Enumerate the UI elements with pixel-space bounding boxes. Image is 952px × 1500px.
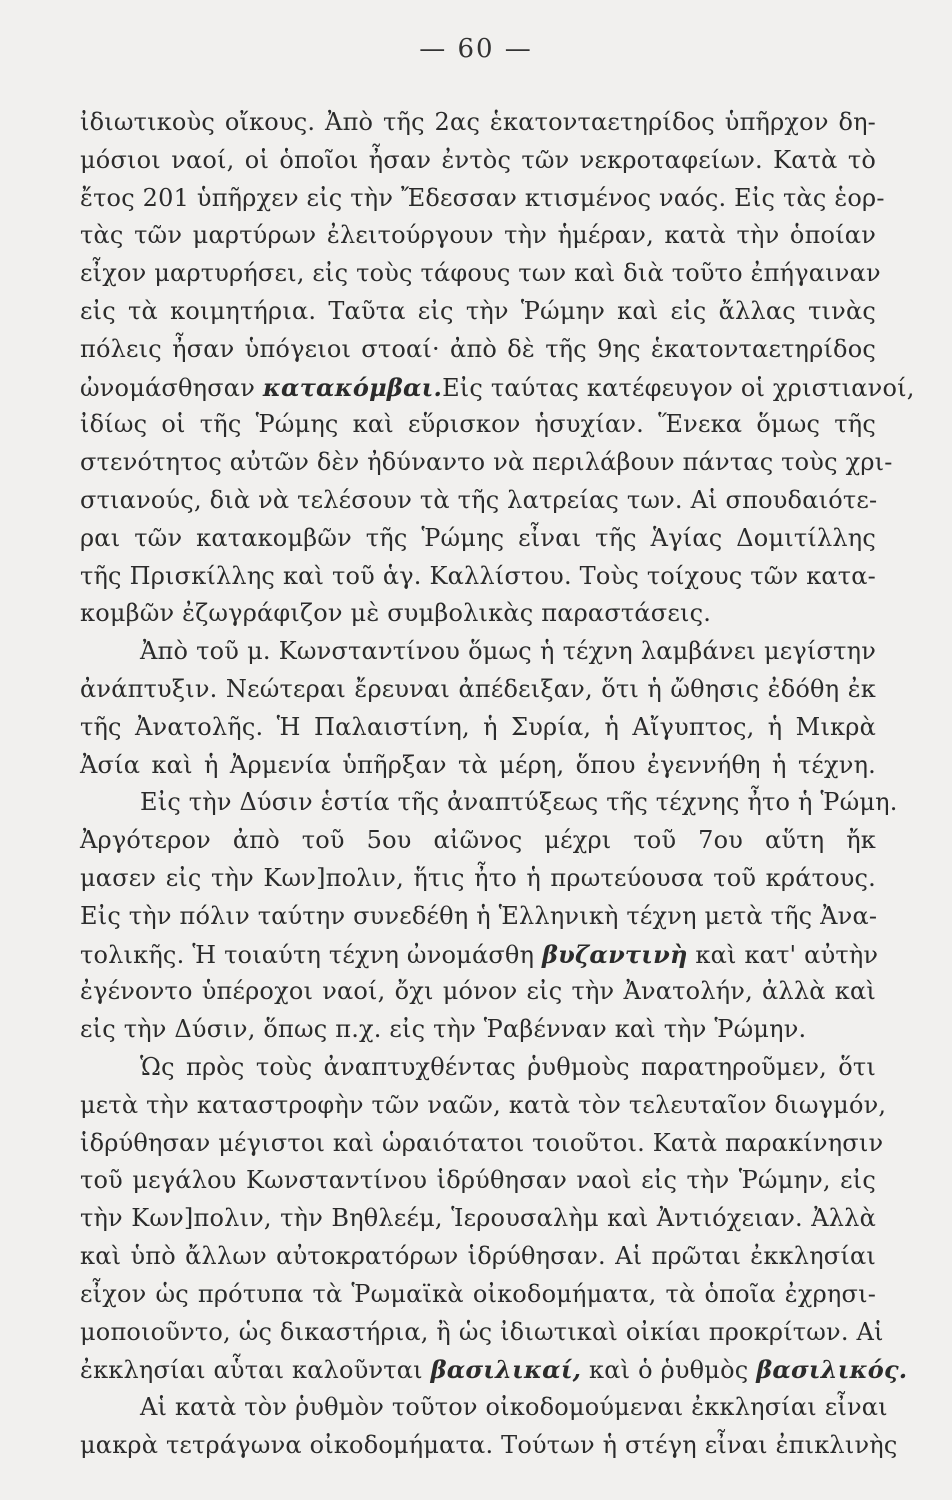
text-line: Αἱ κατὰ τὸν ῥυθμὸν τοῦτον οἰκοδομούμεναι ἐκκλησίαι εἶναι: [140, 1393, 888, 1422]
text-line: καὶ ὑπὸ ἄλλων αὐτοκρατόρων ἱδρύθησαν. Αἱ πρῶται ἐκκλησίαι: [80, 1241, 876, 1270]
emphasized-term: βασιλικαί,: [430, 1355, 582, 1385]
text-line: μετὰ τὴν καταστροφὴν τῶν ναῶν, κατὰ τὸν τελευταῖον διωγμόν,: [80, 1090, 887, 1119]
text-line: Ἀπὸ τοῦ μ. Κωνσταντίνου ὅμως ἡ τέχνη λαμβάνει μεγίστην: [140, 637, 876, 666]
text-line: εἶχον ὡς πρότυπα τὰ Ῥωμαϊκὰ οἰκοδομήματα, τὰ ὁποῖα ἐχρησι-: [80, 1279, 876, 1308]
text-line: τολικῆς. Ἡ τοιαύτη τέχνη ὠνομάσθη βυζαντινὴ καὶ κατ' αὐτὴν: [80, 939, 879, 969]
text-line: ραι τῶν κατακομβῶν τῆς Ῥώμης εἶναι τῆς Ἁγίας Δομιτίλλης: [80, 523, 876, 552]
text-line: ἀνάπτυξιν. Νεώτεραι ἔρευναι ἀπέδειξαν, ὅτι ἡ ὤθησις ἐδόθη ἐκ: [80, 674, 876, 703]
text-line: εἶχον μαρτυρήσει, εἰς τοὺς τάφους των καὶ διὰ τοῦτο ἐπήγαιναν: [80, 259, 881, 288]
text-line: μόσιοι ναοί, οἱ ὁποῖοι ἦσαν ἐντὸς τῶν νεκροταφείων. Κατὰ τὸ: [80, 145, 876, 174]
text-line: τοῦ μεγάλου Κωνσταντίνου ἱδρύθησαν ναοὶ εἰς τὴν Ῥώμην, εἰς: [80, 1166, 876, 1195]
text-line: στενότητος αὐτῶν δὲν ἠδύναντο νὰ περιλάβουν πάντας τοὺς χρι-: [80, 448, 893, 477]
text-line: μοποιοῦντο, ὡς δικαστήρια, ἢ ὡς ἰδιωτικαὶ οἰκίαι προκρίτων. Αἱ: [80, 1317, 884, 1346]
text-line: κομβῶν ἐζωγράφιζον μὲ συμβολικὰς παραστάσεις.: [80, 599, 712, 628]
text-line: ἐκκλησίαι αὗται καλοῦνται βασιλικαί, καὶ ὁ ῥυθμὸς βασιλικός.: [80, 1355, 908, 1385]
text-line: Εἰς τὴν Δύσιν ἑστία τῆς ἀναπτύξεως τῆς τέχνης ἦτο ἡ Ῥώμη.: [140, 788, 898, 817]
body-text: [80, 104, 915, 1465]
text-line: Εἰς τὴν πόλιν ταύτην συνεδέθη ἡ Ἑλληνικὴ τέχνη μετὰ τῆς Ἀνα-: [80, 901, 878, 930]
text-line: πόλεις ἦσαν ὑπόγειοι στοαί· ἀπὸ δὲ τῆς 9ης ἑκατονταετηρίδος: [80, 334, 876, 363]
text-line: ἐγένοντο ὑπέροχοι ναοί, ὄχι μόνον εἰς τὴν Ἀνατολήν, ἀλλὰ καὶ: [80, 977, 876, 1006]
text-line: ἰδιωτικοὺς οἴκους. Ἀπὸ τῆς 2ας ἑκατονταετηρίδος ὑπῆρχον δη-: [80, 108, 876, 136]
text-line: μακρὰ τετράγωνα οἰκοδομήματα. Τούτων ἡ στέγη εἶναι ἐπικλινὴς: [80, 1430, 898, 1459]
text-line: στιανούς, διὰ νὰ τελέσουν τὰ τῆς λατρείας των. Αἱ σπουδαιότε-: [80, 485, 878, 514]
emphasized-term: βυζαντινὴ: [542, 939, 688, 969]
text-line: τῆς Ἀνατολῆς. Ἡ Παλαιστίνη, ἡ Συρία, ἡ Αἴγυπτος, ἡ Μικρὰ: [80, 712, 876, 741]
text-line: εἰς τὴν Δύσιν, ὅπως π.χ. εἰς τὴν Ῥαβένναν καὶ τὴν Ῥώμην.: [80, 1015, 807, 1044]
emphasized-term: βασιλικός.: [756, 1355, 908, 1385]
text-line: ὠνομάσθησαν κατακόμβαι.Εἰς ταύτας κατέφευγον οἱ χριστιανοί,: [80, 372, 915, 402]
text-line: Ὡς πρὸς τοὺς ἀναπτυχθέντας ῥυθμοὺς παρατηροῦμεν, ὅτι: [140, 1052, 876, 1081]
page-number: — 60 —: [419, 34, 533, 64]
text-line: ἱδρύθησαν μέγιστοι καὶ ὡραιότατοι τοιοῦτοι. Κατὰ παρακίνησιν: [80, 1128, 884, 1157]
text-line: τὰς τῶν μαρτύρων ἐλειτούργουν τὴν ἡμέραν, κατὰ τὴν ὁποίαν: [80, 221, 876, 250]
text-line: Ἀργότερον ἀπὸ τοῦ 5ου αἰῶνος μέχρι τοῦ 7ου αὕτη ἤκ: [80, 826, 876, 855]
text-line: ἔτος 201 ὑπῆρχεν εἰς τὴν Ἔδεσσαν κτισμένος ναός. Εἰς τὰς ἑορ-: [80, 183, 885, 212]
text-line: τῆς Πρισκίλλης καὶ τοῦ ἁγ. Καλλίστου. Τοὺς τοίχους τῶν κατα-: [80, 561, 876, 590]
text-line: ἰδίως οἱ τῆς Ῥώμης καὶ εὕρισκον ἡσυχίαν. Ἕνεκα ὅμως τῆς: [80, 410, 876, 439]
emphasized-term: κατακόμβαι.: [262, 372, 443, 402]
text-line: τὴν Κων]πολιν, τὴν Βηθλεέμ, Ἱερουσαλὴμ καὶ Ἀντιόχειαν. Ἀλλὰ: [80, 1204, 876, 1233]
text-line: μασεν εἰς τὴν Κων]πολιν, ἥτις ἦτο ἡ πρωτεύουσα τοῦ κράτους.: [80, 863, 876, 892]
text-line: εἰς τὰ κοιμητήρια. Ταῦτα εἰς τὴν Ῥώμην καὶ εἰς ἄλλας τινὰς: [80, 296, 876, 325]
text-line: Ἀσία καὶ ἡ Ἀρμενία ὑπῆρξαν τὰ μέρη, ὅπου ἐγεννήθη ἡ τέχνη.: [80, 750, 876, 779]
